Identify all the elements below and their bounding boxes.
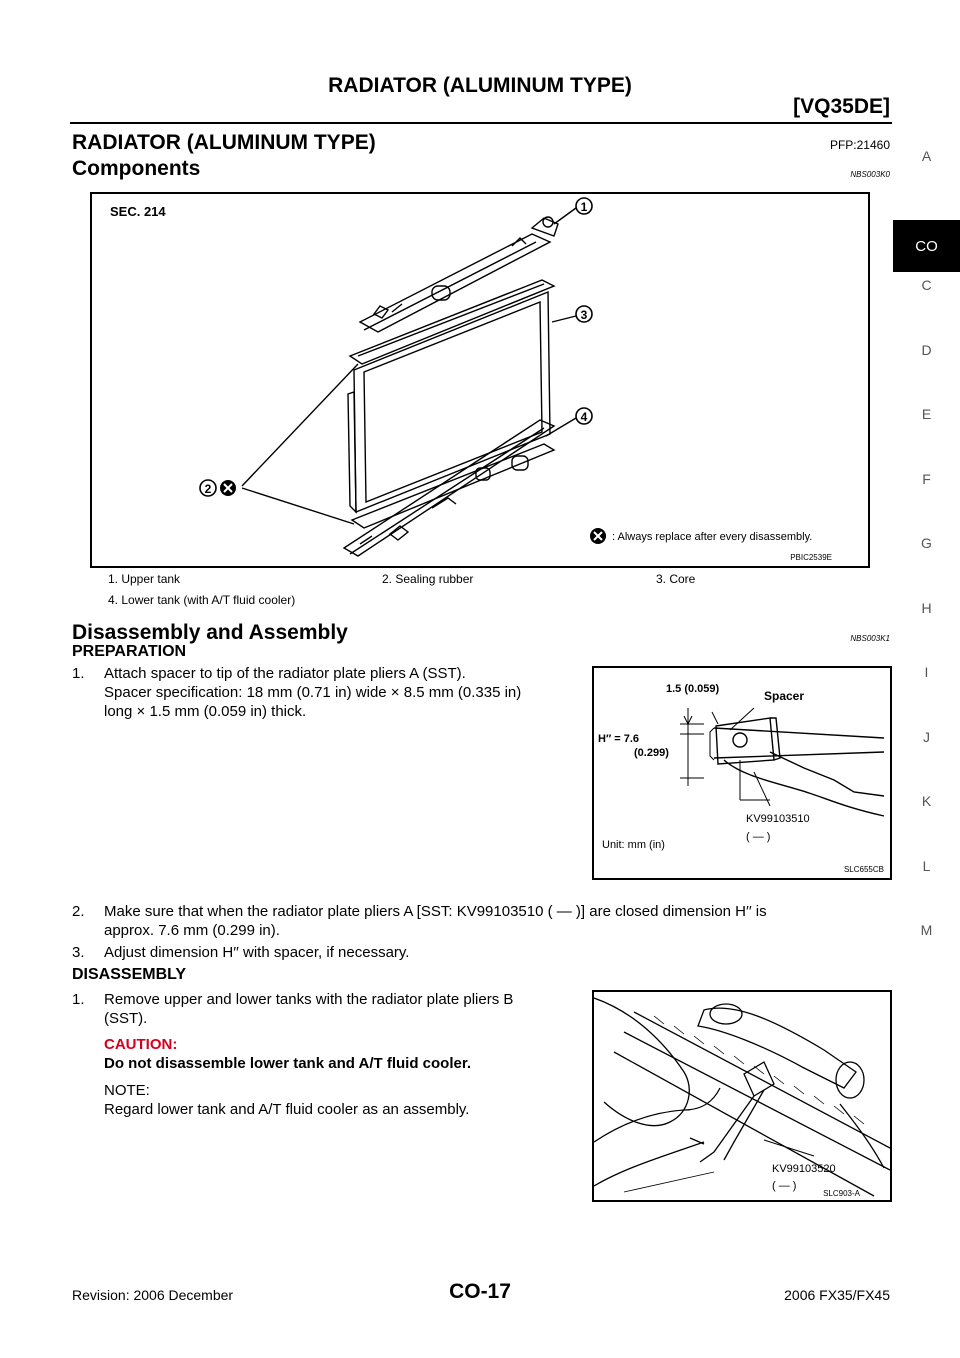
components-heading: Components bbox=[72, 157, 201, 180]
legend-item-4: 4. Lower tank (with A/T fluid cooler) bbox=[108, 593, 296, 607]
callout-3 bbox=[576, 306, 592, 322]
index-tab-co-active[interactable]: CO bbox=[893, 220, 960, 272]
index-letter-j[interactable]: J bbox=[923, 729, 930, 745]
tool-sub-label: ( — ) bbox=[746, 831, 771, 843]
replace-symbol-icon bbox=[590, 528, 606, 544]
core-drawing bbox=[354, 292, 550, 512]
index-letter-a[interactable]: A bbox=[921, 148, 932, 164]
spacer-figure-code: SLC655CB bbox=[843, 865, 884, 874]
svg-text:3: 3 bbox=[580, 308, 588, 322]
removal-figure-code: SLC903-A bbox=[823, 1189, 860, 1198]
revision-date: Revision: 2006 December bbox=[72, 1287, 234, 1303]
pliers-spacer-drawing bbox=[594, 668, 890, 878]
section-index-sidebar bbox=[893, 0, 960, 1000]
disassembly-heading: DISASSEMBLY bbox=[72, 966, 187, 983]
prep-step3-line1: Adjust dimension H′′ with spacer, if necessary. bbox=[104, 944, 410, 961]
unit-label: Unit: mm (in) bbox=[602, 839, 665, 851]
radiator-exploded-drawing bbox=[92, 194, 868, 566]
callout-1 bbox=[576, 198, 592, 214]
index-letter-l[interactable]: L bbox=[922, 858, 931, 874]
page-number: CO-17 bbox=[449, 1280, 511, 1303]
svg-text:2: 2 bbox=[204, 482, 212, 496]
prep-step2-number: 2. bbox=[72, 903, 85, 920]
index-letter-c[interactable]: C bbox=[921, 277, 932, 293]
prep-step2-line2: approx. 7.6 mm (0.299 in). bbox=[104, 922, 280, 939]
index-letter-k[interactable]: K bbox=[921, 793, 932, 809]
spacer-figure bbox=[592, 666, 892, 880]
preparation-heading: PREPARATION bbox=[72, 643, 187, 660]
h-dimension-inch: (0.299) bbox=[634, 747, 669, 759]
svg-text:1: 1 bbox=[580, 200, 588, 214]
prep-step2-line1: Make sure that when the radiator plate pliers A [SST: KV99103510 ( — )] are closed dimension H′′ is bbox=[104, 903, 767, 920]
pfp-code: PFP:21460 bbox=[829, 138, 890, 152]
dis-step1-line2: (SST). bbox=[104, 1010, 148, 1027]
index-letter-i[interactable]: I bbox=[924, 664, 929, 680]
index-letter-h[interactable]: H bbox=[921, 600, 932, 616]
prep-step1-line1: Attach spacer to tip of the radiator plate pliers A (SST). bbox=[104, 665, 466, 682]
prep-step1-number: 1. bbox=[72, 665, 85, 682]
figure-code: PBIC2539E bbox=[790, 553, 832, 562]
components-ref-code: NBS003K0 bbox=[850, 170, 890, 179]
prep-step3-number: 3. bbox=[72, 944, 85, 961]
replace-note: : Always replace after every disassembly. bbox=[612, 531, 813, 543]
components-figure bbox=[90, 192, 870, 568]
prep-step1-line2: Spacer specification: 18 mm (0.71 in) wide × 8.5 mm (0.335 in) bbox=[104, 684, 522, 701]
engine-code: [VQ35DE] bbox=[793, 95, 890, 118]
note-text: Regard lower tank and A/T fluid cooler as an assembly. bbox=[104, 1101, 470, 1118]
legend-item-1: 1. Upper tank bbox=[108, 572, 181, 586]
header-rule bbox=[70, 122, 892, 124]
removal-tool-sub: ( — ) bbox=[772, 1180, 797, 1192]
index-letter-f[interactable]: F bbox=[922, 471, 931, 487]
callout-2 bbox=[200, 480, 236, 496]
disassembly-assembly-heading: Disassembly and Assembly bbox=[72, 621, 348, 644]
legend-item-3: 3. Core bbox=[656, 572, 696, 586]
caution-text: Do not disassemble lower tank and A/T fluid cooler. bbox=[104, 1055, 472, 1072]
note-label: NOTE: bbox=[104, 1082, 150, 1099]
pliers-removal-figure bbox=[592, 990, 892, 1202]
h-dimension-label: H″ = 7.6 bbox=[598, 733, 640, 745]
disassembly-ref-code: NBS003K1 bbox=[850, 634, 890, 643]
model-label: 2006 FX35/FX45 bbox=[784, 1287, 890, 1303]
tool-number-label: KV99103510 bbox=[746, 813, 810, 825]
index-letter-d[interactable]: D bbox=[921, 342, 932, 358]
removal-tool-number: KV99103520 bbox=[772, 1163, 836, 1175]
index-letter-e[interactable]: E bbox=[921, 406, 932, 422]
tank-removal-drawing bbox=[594, 992, 890, 1200]
dis-step1-number: 1. bbox=[72, 991, 85, 1008]
svg-text:4: 4 bbox=[580, 410, 588, 424]
figure-sec-label: SEC. 214 bbox=[110, 204, 166, 219]
caution-label: CAUTION: bbox=[104, 1036, 178, 1053]
legend-item-2: 2. Sealing rubber bbox=[382, 572, 474, 586]
index-letter-g[interactable]: G bbox=[921, 535, 932, 551]
prep-step1-line3: long × 1.5 mm (0.059 in) thick. bbox=[104, 703, 307, 720]
spacer-label: Spacer bbox=[764, 689, 805, 703]
index-letter-m[interactable]: M bbox=[920, 922, 933, 938]
dis-step1-line1: Remove upper and lower tanks with the radiator plate pliers B bbox=[104, 991, 514, 1008]
running-header-title: RADIATOR (ALUMINUM TYPE) bbox=[328, 74, 632, 97]
section-title: RADIATOR (ALUMINUM TYPE) bbox=[72, 131, 376, 154]
callout-4 bbox=[576, 408, 592, 424]
spacer-thickness-label: 1.5 (0.059) bbox=[666, 683, 720, 695]
